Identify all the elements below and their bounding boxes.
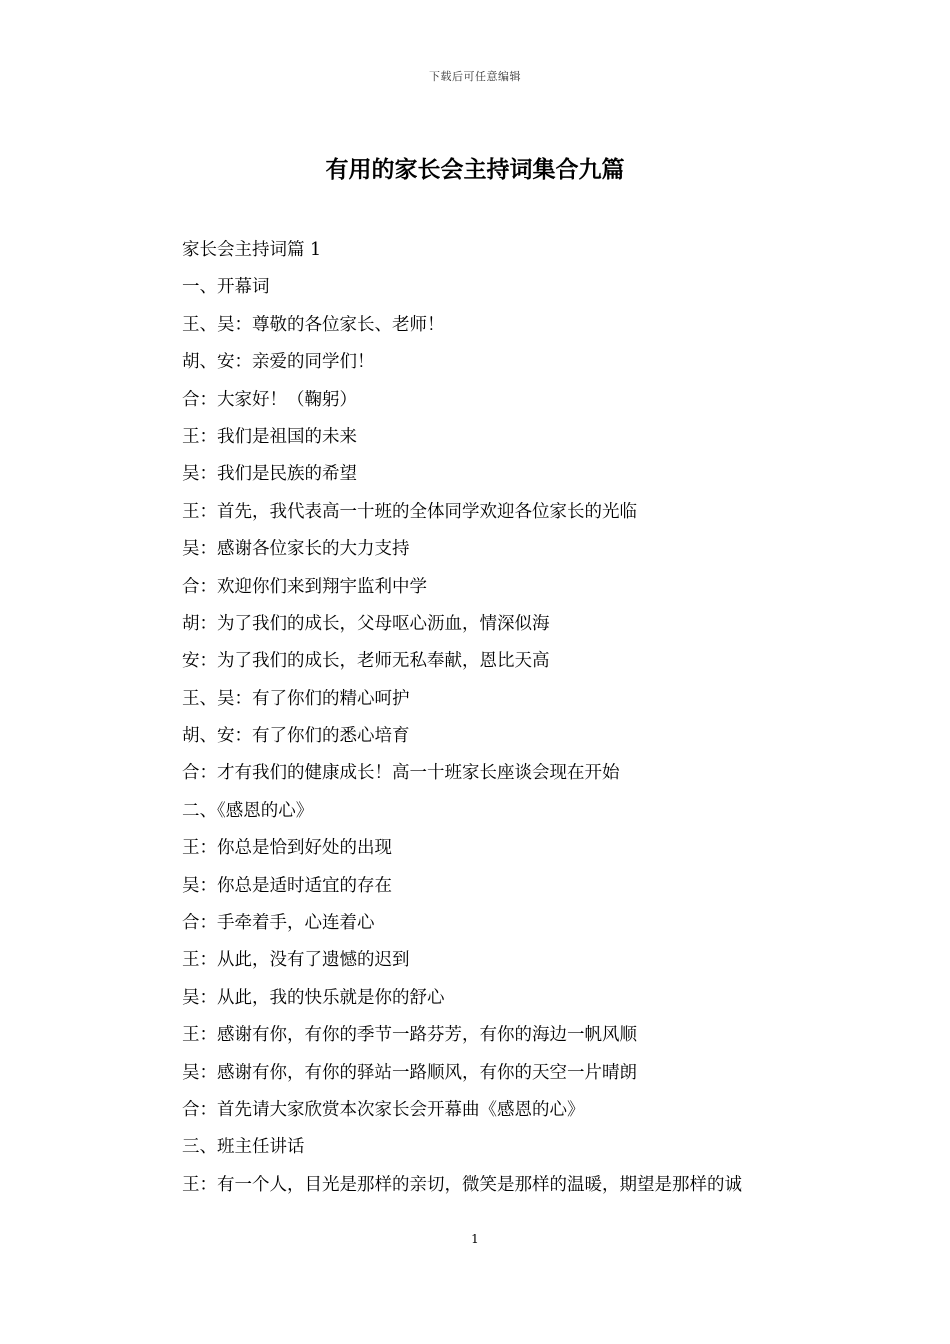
text-line: 王：我们是祖国的未来 [182, 426, 357, 447]
text-line: 吴：从此，我的快乐就是你的舒心 [182, 987, 445, 1008]
text-line: 吴：感谢有你，有你的驿站一路顺风，有你的天空一片晴朗 [182, 1062, 637, 1083]
text-line: 二、《感恩的心》 [182, 800, 314, 821]
text-line: 合：欢迎你们来到翔宇监利中学 [182, 576, 427, 597]
document-title: 有用的家长会主持词集合九篇 [325, 156, 625, 183]
text-line: 王、吴：有了你们的精心呵护 [182, 688, 410, 709]
text-line: 王、吴：尊敬的各位家长、老师！ [182, 314, 445, 335]
text-line: 吴：你总是适时适宜的存在 [182, 875, 392, 896]
text-line: 王：首先，我代表高一十班的全体同学欢迎各位家长的光临 [182, 501, 637, 522]
text-line: 合：才有我们的健康成长！高一十班家长座谈会现在开始 [182, 763, 620, 784]
text-line: 王：感谢有你，有你的季节一路芬芳，有你的海边一帆风顺 [182, 1025, 637, 1046]
text-line: 吴：我们是民族的希望 [182, 464, 357, 485]
body-text [182, 232, 832, 1204]
text-line: 安：为了我们的成长，老师无私奉献，恩比天高 [182, 651, 550, 672]
text-line: 合：首先请大家欣赏本次家长会开幕曲《感恩的心》 [182, 1099, 585, 1120]
header-note: 下载后可任意编辑 [429, 70, 521, 83]
text-line: 家长会主持词篇 1 [182, 240, 322, 260]
text-line: 胡：为了我们的成长，父母呕心沥血，情深似海 [182, 613, 550, 634]
text-line: 吴：感谢各位家长的大力支持 [182, 539, 410, 560]
text-line: 王：从此，没有了遗憾的迟到 [182, 950, 410, 971]
text-line: 合：大家好！（鞠躬） [182, 389, 357, 410]
text-line: 胡、安：亲爱的同学们！ [182, 352, 375, 373]
text-line: 一、开幕词 [182, 277, 270, 298]
text-line: 胡、安：有了你们的悉心培育 [182, 726, 410, 747]
text-line: 三、班主任讲话 [182, 1137, 305, 1158]
page-number: 1 [471, 1232, 479, 1246]
text-line: 王：有一个人，目光是那样的亲切，微笑是那样的温暖，期望是那样的诚 [182, 1174, 742, 1195]
text-line: 合：手牵着手，心连着心 [182, 913, 375, 934]
text-line: 王：你总是恰到好处的出现 [182, 838, 392, 859]
